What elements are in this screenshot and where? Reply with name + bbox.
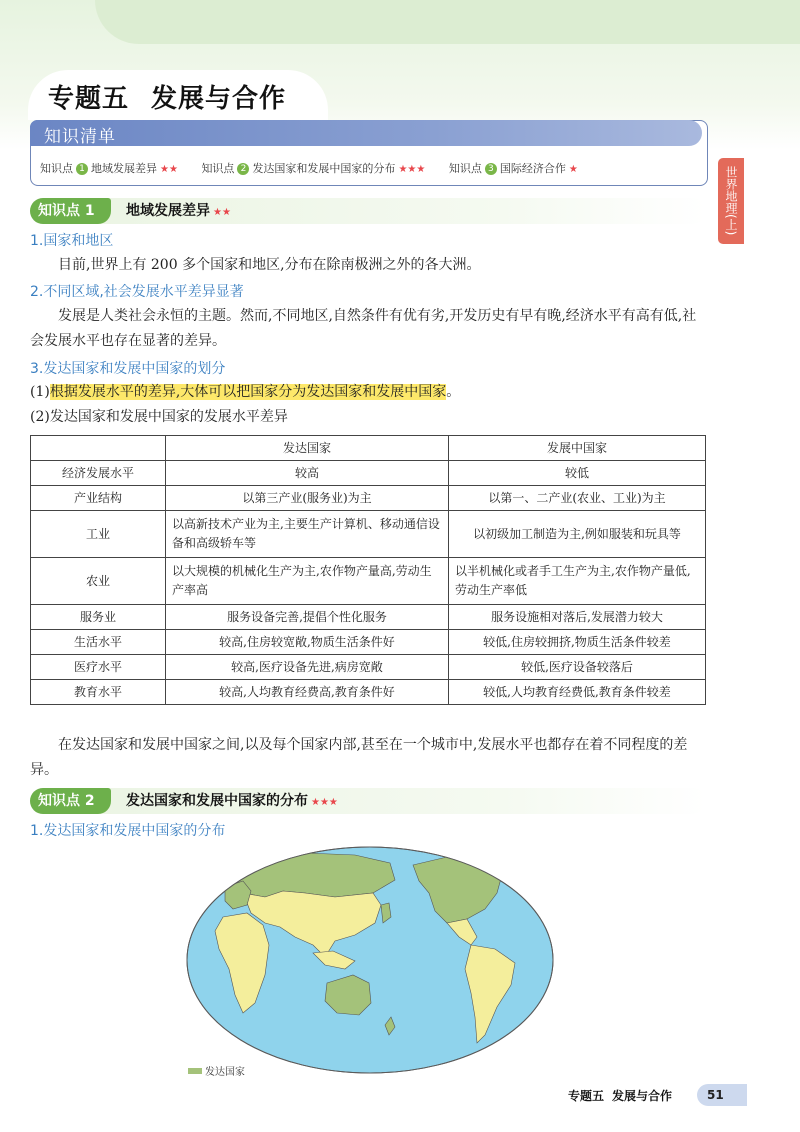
kp2-badge: 知识点 2 <box>30 788 111 814</box>
side-tab[interactable]: 世界地理(上) <box>718 158 744 244</box>
table-cell: 较高,住房较宽敞,物质生活条件好 <box>166 630 449 655</box>
kp1-section3-point2: (2)发达国家和发展中国家的发展水平差异 <box>30 409 288 425</box>
kp1-closing-text: 在发达国家和发展中国家之间,以及每个国家内部,甚至在一个城市中,发展水平也都存在着不同程度的差异。 <box>30 737 688 778</box>
table-cell: 服务设备完善,提倡个性化服务 <box>166 605 449 630</box>
highlighted-text: 根据发展水平的差异,大体可以把国家分为发达国家和发展中国家 <box>49 384 447 400</box>
kp2-title-text: 发达国家和发展中国家的分布 <box>126 793 308 809</box>
knowledge-list-label: 知识清单 <box>44 127 116 147</box>
kp-name: 国际经济合作 <box>499 162 566 175</box>
page-footer <box>568 1087 672 1104</box>
kp1-section3-title: 3.发达国家和发展中国家的划分 <box>30 361 226 377</box>
table-row <box>31 486 706 511</box>
kp1-badge: 知识点 1 <box>30 198 111 224</box>
table-cell: 以大规模的机械化生产为主,农作物产量高,劳动生产率高 <box>166 558 449 605</box>
table-cell: 医疗水平 <box>31 655 166 680</box>
footer-title: 发展与合作 <box>612 1089 673 1103</box>
table-row <box>31 461 706 486</box>
table-cell: 较高,人均教育经费高,教育条件好 <box>166 680 449 705</box>
knowledge-point-list <box>40 160 598 176</box>
table-row <box>31 655 706 680</box>
table-cell: 以半机械化或者手工生产为主,农作物产量低,劳动生产率低 <box>449 558 706 605</box>
knowledge-point-item[interactable] <box>40 162 178 175</box>
table-cell: 工业 <box>31 511 166 558</box>
knowledge-point-item[interactable] <box>449 162 578 175</box>
punctuation: 。 <box>446 384 461 400</box>
kp-prefix: 知识点 <box>448 162 482 175</box>
kp1-section3-point1 <box>30 380 706 405</box>
table-cell: 以初级加工制造为主,例如服装和玩具等 <box>449 511 706 558</box>
kp1-section2-text: 发展是人类社会永恒的主题。然而,不同地区,自然条件有优有劣,开发历史有早有晚,经济水平有高有低,社会发展水平也存在显著的差异。 <box>30 308 697 349</box>
table-cell: 以第一、二产业(农业、工业)为主 <box>449 486 706 511</box>
table-cell: 较低,医疗设备较落后 <box>449 655 706 680</box>
footer-section: 专题五 <box>568 1089 605 1103</box>
star-icon: ★★ <box>213 207 231 218</box>
kp1-title <box>126 198 231 226</box>
star-icon: ★★★ <box>398 164 426 175</box>
kp-number-badge: 3 <box>485 163 497 175</box>
table-cell: 经济发展水平 <box>31 461 166 486</box>
table-row <box>31 630 706 655</box>
table-header-cell <box>31 436 166 461</box>
page-title <box>48 78 286 115</box>
kp-name: 发达国家和发展中国家的分布 <box>252 162 396 175</box>
kp1-section2-title: 2.不同区域,社会发展水平差异显著 <box>30 284 244 300</box>
table-cell: 服务设施相对落后,发展潜力较大 <box>449 605 706 630</box>
table-cell: 以高新技术产业为主,主要生产计算机、移动通信设备和高级轿车等 <box>166 511 449 558</box>
region-greenland <box>477 851 515 869</box>
comparison-table <box>30 435 706 705</box>
kp2-section1-title: 1.发达国家和发展中国家的分布 <box>30 823 226 839</box>
kp1-section1-title: 1.国家和地区 <box>30 233 114 249</box>
table-cell: 产业结构 <box>31 486 166 511</box>
table-cell: 较低,人均教育经费低,教育条件较差 <box>449 680 706 705</box>
table-cell: 服务业 <box>31 605 166 630</box>
kp-prefix: 知识点 <box>201 162 235 175</box>
title-part1: 专题五 <box>48 84 130 114</box>
world-map-svg <box>185 845 555 1075</box>
top-strip <box>95 0 800 44</box>
kp-prefix: 知识点 <box>40 162 73 175</box>
table-header-row <box>31 436 706 461</box>
star-icon: ★★ <box>160 164 178 175</box>
knowledge-list-header <box>30 120 702 146</box>
kp2-title <box>126 788 338 816</box>
point-number: (1) <box>30 384 50 400</box>
star-icon: ★★★ <box>311 797 338 808</box>
kp-number-badge: 1 <box>76 163 88 175</box>
table-cell: 较低 <box>449 461 706 486</box>
legend-label: 发达国家 <box>205 1067 245 1078</box>
table-header-cell: 发达国家 <box>166 436 449 461</box>
table-header-cell: 发展中国家 <box>449 436 706 461</box>
table-row <box>31 680 706 705</box>
table-row <box>31 605 706 630</box>
kp-name: 地域发展差异 <box>91 162 157 175</box>
star-icon: ★ <box>568 164 578 175</box>
legend-swatch <box>188 1068 202 1074</box>
page-number: 51 <box>697 1084 747 1106</box>
table-cell: 教育水平 <box>31 680 166 705</box>
table-row <box>31 558 706 605</box>
table-cell: 较高,医疗设备先进,病房宽敞 <box>166 655 449 680</box>
world-map <box>185 845 555 1075</box>
table-row <box>31 511 706 558</box>
table-cell: 较高 <box>166 461 449 486</box>
table-cell: 农业 <box>31 558 166 605</box>
map-legend <box>188 1063 245 1078</box>
table-cell: 以第三产业(服务业)为主 <box>166 486 449 511</box>
table-cell: 较低,住房较拥挤,物质生活条件较差 <box>449 630 706 655</box>
table-cell: 生活水平 <box>31 630 166 655</box>
kp1-title-text: 地域发展差异 <box>126 203 210 219</box>
title-part2: 发展与合作 <box>151 84 287 114</box>
kp-number-badge: 2 <box>237 163 249 175</box>
kp1-section1-text: 目前,世界上有 200 多个国家和地区,分布在除南极洲之外的各大洲。 <box>58 257 481 273</box>
knowledge-point-item[interactable] <box>201 162 425 175</box>
